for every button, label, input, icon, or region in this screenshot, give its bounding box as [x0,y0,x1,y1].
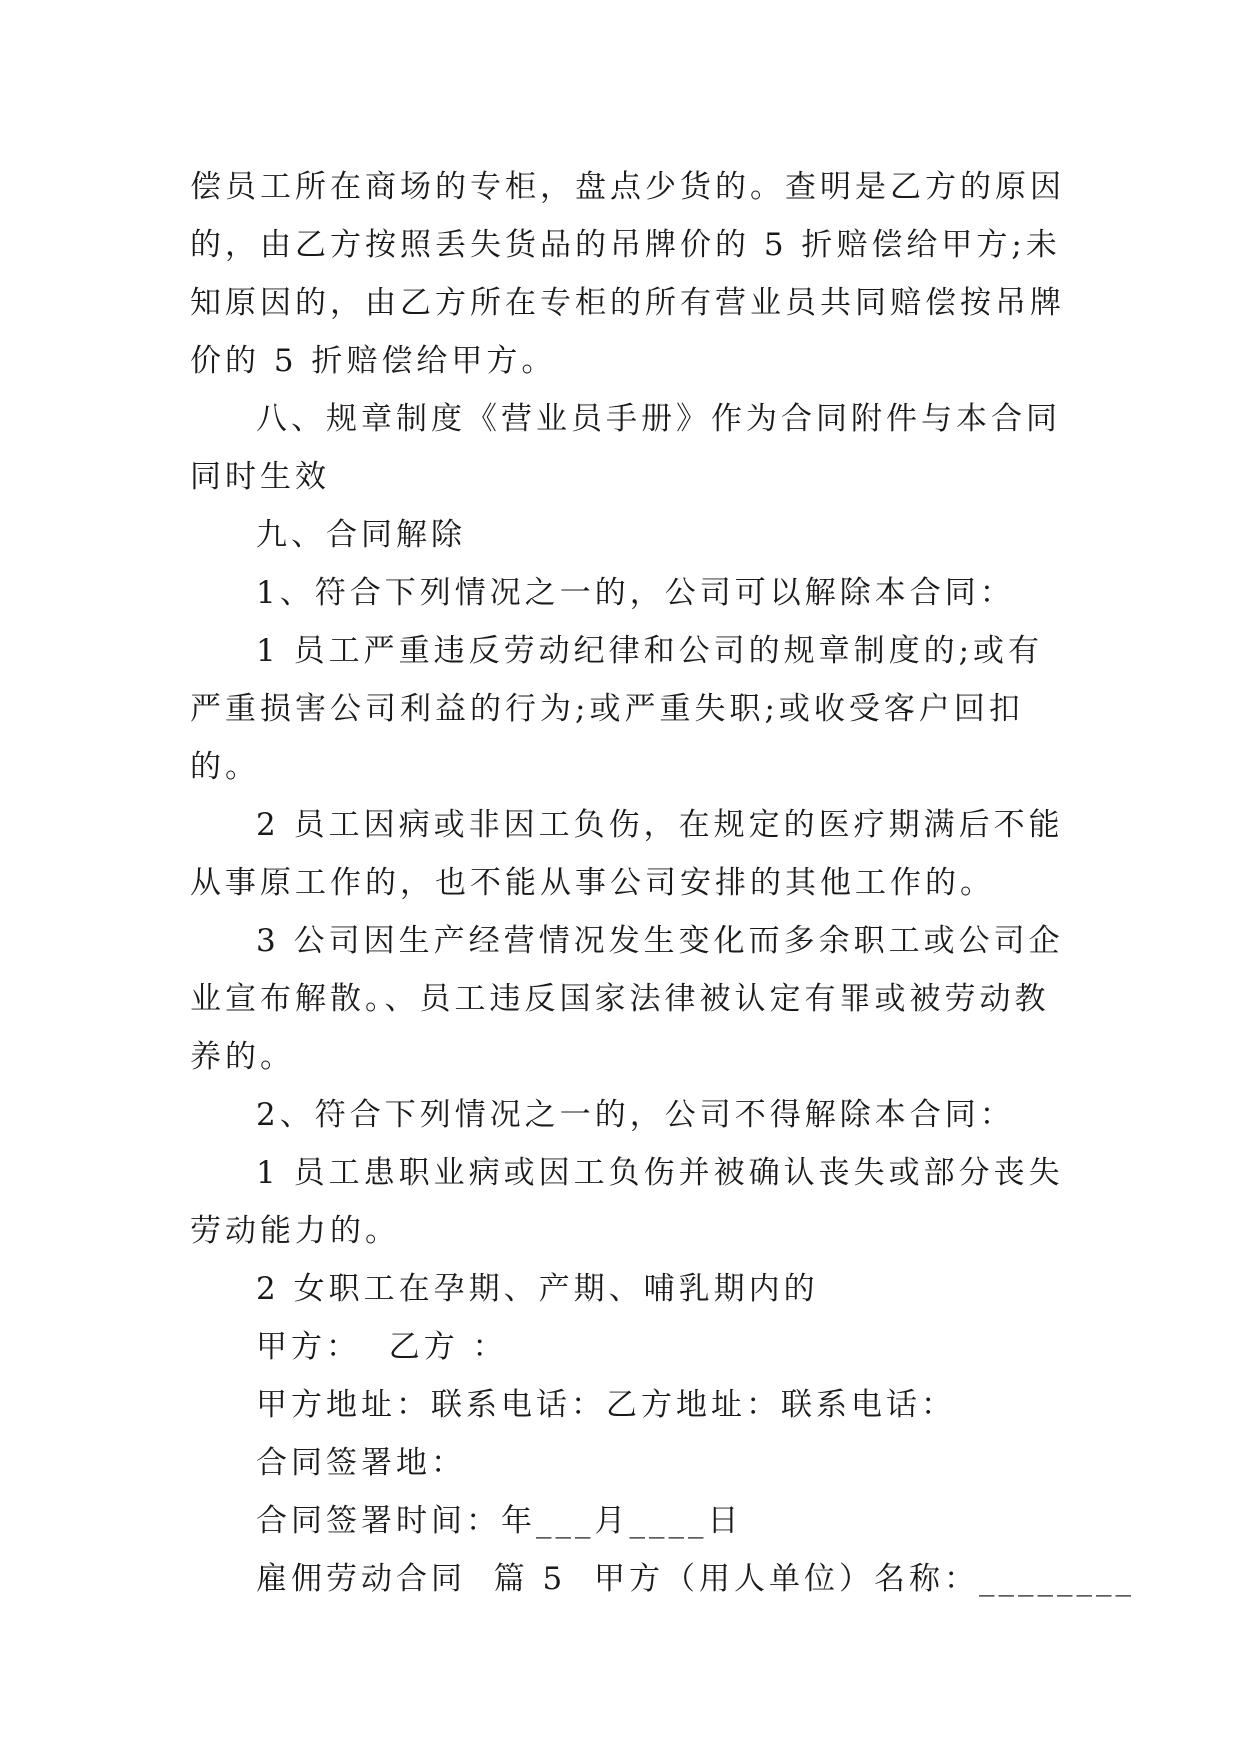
signature-place: 合同签署地： [256,1445,466,1481]
paragraph-rules-attachment: 八、规章制度《营业员手册》作为合同附件与本合同同时生效 [190,401,1061,495]
paragraph-compensation-continued: 偿员工所在商场的专柜，盘点少货的。查明是乙方的原因的，由乙方按照丢失货品的吊牌价的 5 折赔偿给甲方;未知原因的，由乙方所在专柜的所有营业员共同赔偿按吊牌价的 5 折赔偿给甲方。 [190,169,1065,379]
list-item-may-terminate-1: 1 员工严重违反劳动纪律和公司的规章制度的;或有严重损害公司利益的行为;或严重失职;或收受客户回扣的。 [190,633,1044,785]
section-heading-termination: 九、合同解除 [256,517,466,553]
next-contract-heading: 雇佣劳动合同 篇 5 甲方（用人单位）名称：________ [256,1561,1135,1597]
paragraph-may-not-terminate: 2、符合下列情况之一的，公司不得解除本合同： [256,1097,1015,1133]
list-item-may-terminate-2: 2 员工因病或非因工负伤，在规定的医疗期满后不能从事原工作的，也不能从事公司安排的其他工作的。 [190,807,1064,901]
signature-parties: 甲方： 乙方 ： [256,1329,508,1365]
contract-text [190,158,1135,1608]
signature-addresses: 甲方地址：联系电话：乙方地址：联系电话： [256,1387,956,1423]
list-item-may-not-terminate-1: 1 员工患职业病或因工负伤并被确认丧失或部分丧失劳动能力的。 [190,1155,1064,1249]
list-item-may-not-terminate-2: 2 女职工在孕期、产期、哺乳期内的 [256,1271,819,1307]
paragraph-may-terminate: 1、符合下列情况之一的，公司可以解除本合同： [256,575,1015,611]
signature-time: 合同签署时间：年___月____日 [256,1503,743,1539]
list-item-may-terminate-3: 3 公司因生产经营情况发生变化而多余职工或公司企业宣布解散。、员工违反国家法律被认定有罪或被劳动教养的。 [190,923,1064,1075]
